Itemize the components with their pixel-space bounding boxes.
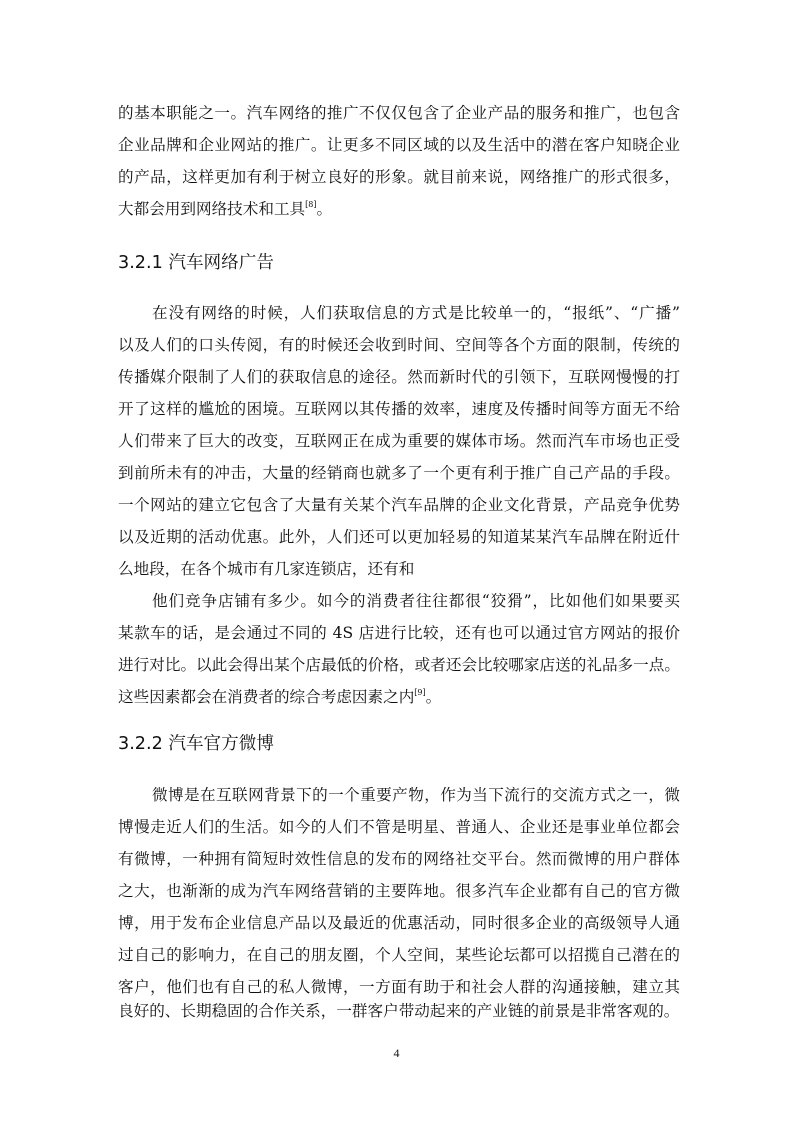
- paragraph-line: 博，用于发布企业信息产品以及最近的优惠活动，同时很多企业的高级领导人通: [118, 914, 680, 932]
- line-text: 。: [425, 688, 442, 706]
- paragraph-line: 有微博，一种拥有简短时效性信息的发布的网络社交平台。然而微博的用户群体: [118, 850, 680, 868]
- paragraph-line: 进行对比。以此会得出某个店最低的价格，或者还会比较哪家店送的礼品多一点。: [118, 656, 680, 674]
- paragraph-line: 某款车的话，是会通过不同的 4S 店进行比较，还有也可以通过官方网站的报价: [118, 624, 680, 642]
- paragraph-line: 以及近期的活动优惠。此外，人们还可以更加轻易的知道某某汽车品牌在附近什: [118, 528, 680, 546]
- paragraph-line: [118, 687, 680, 707]
- paragraph-line: 么地段，在各个城市有几家连锁店，还有和: [118, 560, 415, 578]
- section-heading: 3.2.2 汽车官方微博: [118, 734, 274, 754]
- paragraph-line: 企业品牌和企业网站的推广。让更多不同区域的以及生活中的潜在客户知晓企业: [118, 136, 680, 154]
- paragraph-line: 传播媒介限制了人们的获取信息的途径。然而新时代的引领下，互联网慢慢的打: [118, 368, 680, 386]
- line-text: 大都会用到网络技术和工具: [118, 200, 306, 218]
- paragraph-line: 到前所未有的冲击，大量的经销商也就多了一个更有利于推广自己产品的手段。: [118, 464, 680, 482]
- paragraph-line: 人们带来了巨大的改变，互联网正在成为重要的媒体市场。然而汽车市场也正受: [118, 432, 680, 450]
- paragraph-line: 的基本职能之一。汽车网络的推广不仅仅包含了企业产品的服务和推广，也包含: [118, 104, 680, 122]
- paragraph-line: 过自己的影响力，在自己的朋友圈，个人空间，某些论坛都可以招揽自己潜在的: [118, 946, 680, 964]
- paragraph-line: 他们竞争店铺有多少。如今的消费者往往都很“狡猾”，比如他们如果要买: [152, 592, 680, 610]
- paragraph-line: 微博是在互联网背景下的一个重要产物，作为当下流行的交流方式之一，微: [152, 786, 680, 804]
- line-text: 这些因素都会在消费者的综合考虑因素之内: [118, 688, 415, 706]
- paragraph-line: 博慢走近人们的生活。如今的人们不管是明星、普通人、企业还是事业单位都会: [118, 818, 680, 836]
- paragraph-line: 开了这样的尴尬的困境。互联网以其传播的效率，速度及传播时间等方面无不给: [118, 400, 680, 418]
- paragraph-line: 以及人们的口头传阅，有的时候还会收到时间、空间等各个方面的限制，传统的: [118, 336, 680, 354]
- paragraph-line: 客户，他们也有自己的私人微博，一方面有助于和社会人群的沟通接触，建立其: [118, 978, 680, 996]
- section-heading: 3.2.1 汽车网络广告: [118, 253, 274, 273]
- paragraph-line: 之大，也渐渐的成为汽车网络营销的主要阵地。很多汽车企业都有自己的官方微: [118, 882, 680, 900]
- paragraph-line: 在没有网络的时候，人们获取信息的方式是比较单一的，“报纸”、“广播”: [152, 304, 680, 322]
- paragraph-line: 一个网站的建立它包含了大量有关某个汽车品牌的企业文化背景，产品竞争优势: [118, 496, 680, 514]
- citation-ref: [8]: [305, 200, 317, 209]
- paragraph-line: 良好的、长期稳固的合作关系，一群客户带动起来的产业链的前景是非常客观的。: [118, 1002, 680, 1020]
- citation-ref: [9]: [414, 688, 426, 697]
- paragraph-line: [118, 199, 680, 219]
- line-text: 。: [316, 200, 333, 218]
- page-number: 4: [393, 1046, 400, 1060]
- paragraph-line: 的产品，这样更加有利于树立良好的形象。就目前来说，网络推广的形式很多，: [118, 168, 680, 186]
